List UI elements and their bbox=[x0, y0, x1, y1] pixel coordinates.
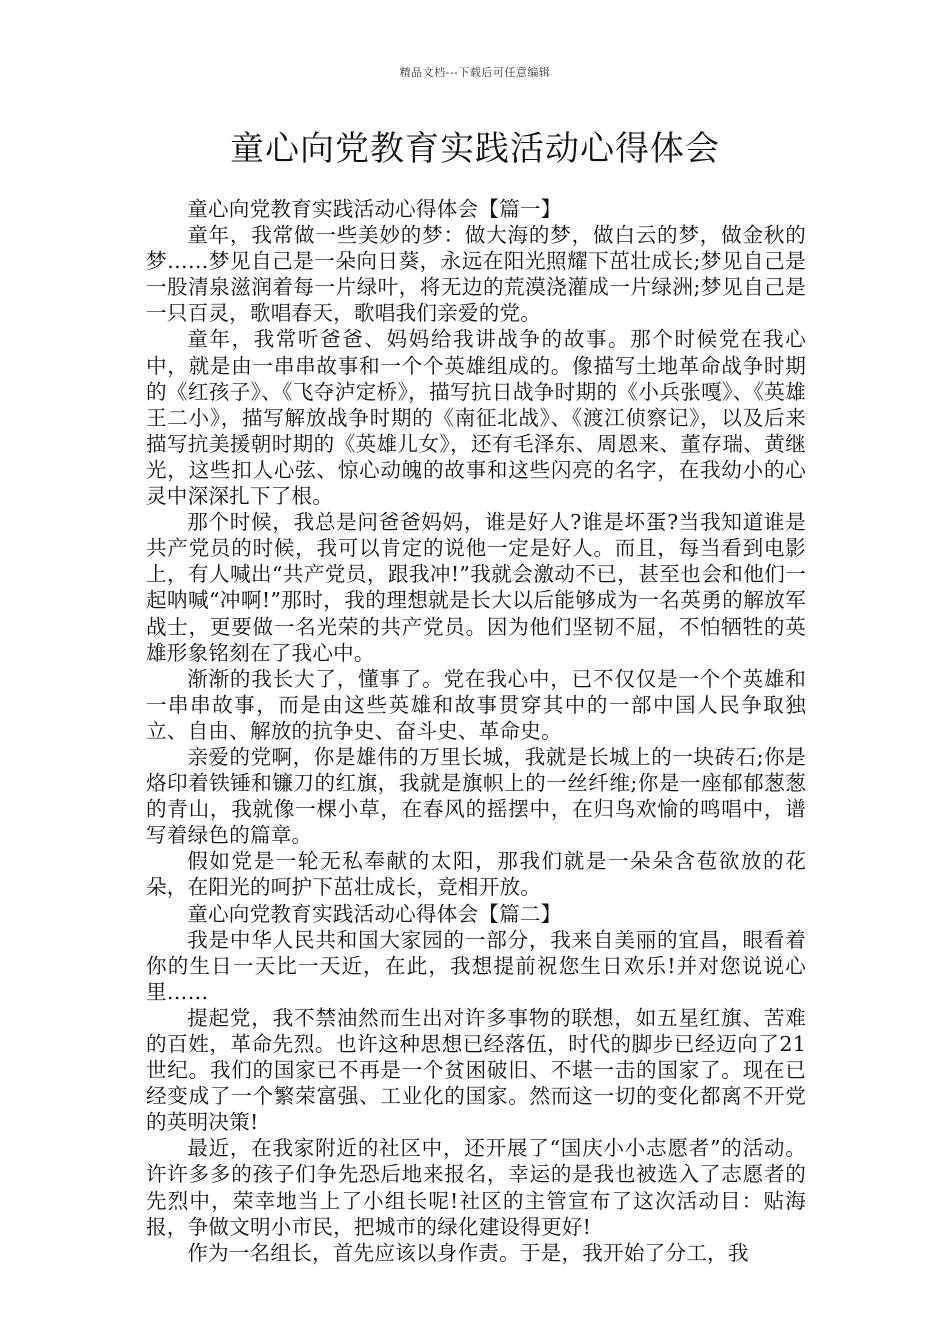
document-title: 童心向党教育实践活动心得体会 bbox=[230, 129, 720, 169]
paragraph: 渐渐的我长大了，懂事了。党在我心中，已不仅仅是一个个英雄和一串串故事，而是由这些英雄和故事贯穿其中的一部中国人民争取独立、自由、解放的抗争史、奋斗史、革命史。 bbox=[146, 666, 806, 743]
paragraph: 最近，在我家附近的社区中，还开展了“国庆小小志愿者”的活动。许许多多的孩子们争先恐后地来报名，幸运的是我也被选入了志愿者的先烈中，荣幸地当上了小组长呢!社区的主管宣布了这次活动目：贴海报，争做文明小市民，把城市的绿化建设得更好! bbox=[146, 1136, 806, 1239]
document-body bbox=[146, 196, 806, 1266]
paragraph: 那个时候，我总是问爸爸妈妈，谁是好人?谁是坏蛋?当我知道谁是共产党员的时候，我可以肯定的说他一定是好人。而且，每当看到电影上，有人喊出“共产党员，跟我冲!”我就会激动不已，甚至也会和他们一起呐喊“冲啊!”那时，我的理想就是长大以后能够成为一名英勇的解放军战士，更要做一名光荣的共产党员。因为他们坚韧不屈，不怕牺牲的英雄形象铭刻在了我心中。 bbox=[146, 510, 806, 665]
paragraph: 童年，我常听爸爸、妈妈给我讲战争的故事。那个时候党在我心中，就是由一串串故事和一个个英雄组成的。像描写土地革命战争时期的《红孩子》、《飞夺泸定桥》，描写抗日战争时期的《小兵张嘎》、《英雄王二小》，描写解放战争时期的《南征北战》、《渡江侦察记》，以及后来描写抗美援朝时期的《英雄儿女》，还有毛泽东、周恩来、董存瑞、黄继光，这些扣人心弦、惊心动魄的故事和这些闪亮的名字，在我幼小的心灵中深深扎下了根。 bbox=[146, 327, 806, 509]
paragraph: 作为一名组长，首先应该以身作责。于是，我开始了分工，我 bbox=[187, 1240, 749, 1265]
paragraph: 我是中华人民共和国大家园的一部分，我来自美丽的宜昌，眼看着你的生日一天比一天近，在此，我想提前祝您生日欢乐!并对您说说心里…… bbox=[146, 927, 806, 1004]
section-heading-1: 童心向党教育实践活动心得体会【篇一】 bbox=[187, 197, 562, 221]
section-heading-2: 童心向党教育实践活动心得体会【篇二】 bbox=[187, 901, 562, 926]
header-note: 精品文档---下载后可任意编辑 bbox=[399, 66, 551, 79]
paragraph: 提起党，我不禁油然而生出对许多事物的联想，如五星红旗、苦难的百姓，革命先烈。也许这种思想已经落伍，时代的脚步已经迈向了21世纪。我们的国家已不再是一个贫困破旧、不堪一击的国家了。现在已经变成了一个繁荣富强、工业化的国家。然而这一切的变化都离不开党的英明决策! bbox=[146, 1005, 806, 1135]
paragraph: 假如党是一轮无私奉献的太阳，那我们就是一朵朵含苞欲放的花朵，在阳光的呵护下茁壮成长，竞相开放。 bbox=[146, 849, 806, 900]
paragraph: 亲爱的党啊，你是雄伟的万里长城，我就是长城上的一块砖石;你是烙印着铁锤和镰刀的红旗，我就是旗帜上的一丝纤维;你是一座郁郁葱葱的青山，我就像一棵小草，在春风的摇摆中，在归鸟欢愉的鸣唱中，谱写着绿色的篇章。 bbox=[146, 744, 806, 848]
paragraph: 童年，我常做一些美妙的梦：做大海的梦，做白云的梦，做金秋的梦……梦见自己是一朵向日葵，永远在阳光照耀下茁壮成长;梦见自己是一股清泉滋润着每一片绿叶，将无边的荒漠浇灌成一片绿洲;梦见自己是一只百灵，歌唱春天，歌唱我们亲爱的党。 bbox=[146, 223, 806, 326]
